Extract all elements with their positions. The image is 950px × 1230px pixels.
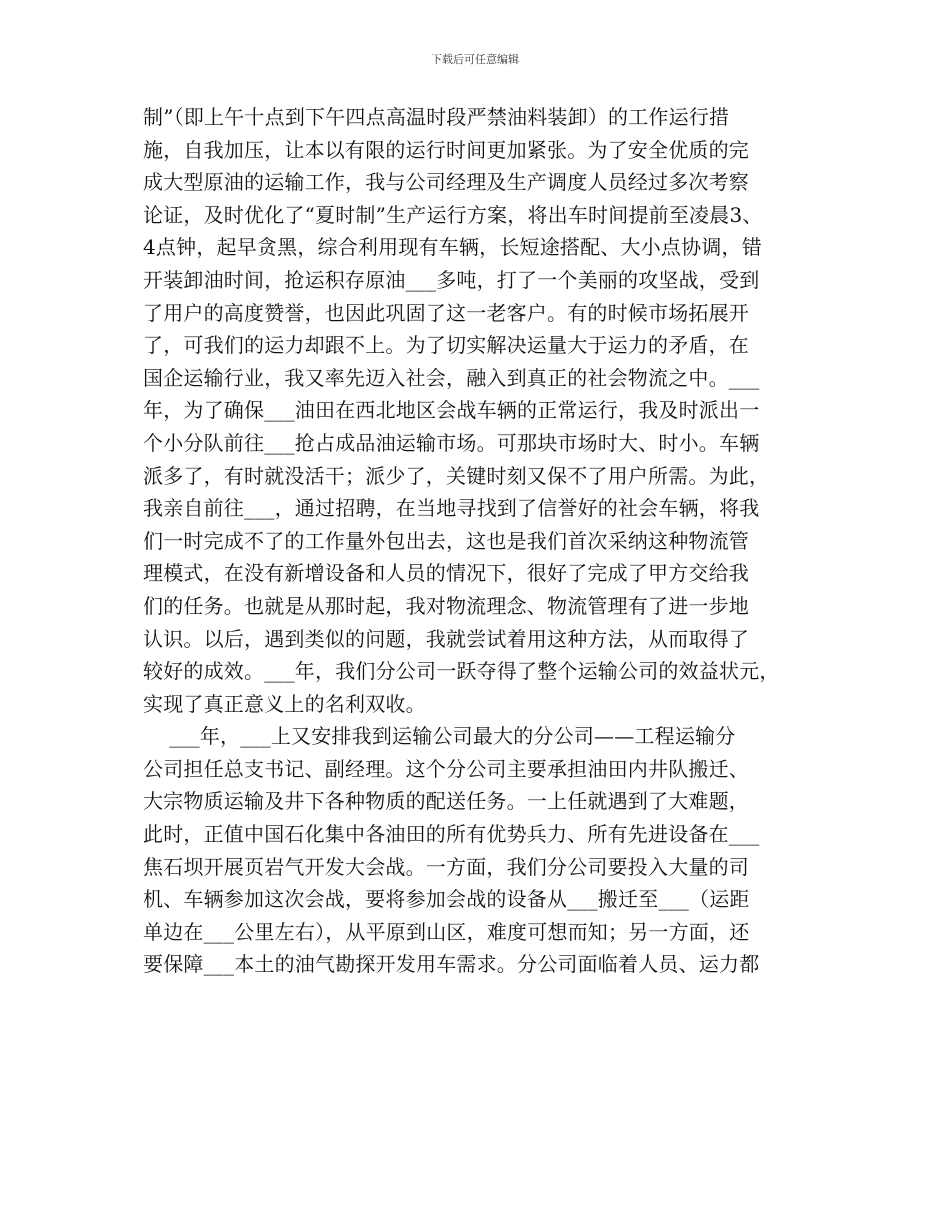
text-line: 们一时完成不了的工作量外包出去，这也是我们首次采纳这种物流管 (143, 528, 749, 553)
text-line: 制”（即上午十点到下午四点高温时段严禁油料装卸）的工作运行措 (143, 105, 730, 129)
text-line: 了用户的高度赞誉，也因此巩固了这一老客户。有的时候市场拓展开 (143, 300, 749, 325)
text-line: 开装卸油时间，抢运积存原油___多吨，打了一个美丽的攻坚战，受到 (143, 267, 760, 292)
text-line: 我亲自前往___，通过招聘，在当地寻找到了信誉好的社会车辆，将我 (143, 496, 760, 521)
text-line: 实现了真正意义上的名利双收。 (143, 691, 426, 716)
text-line: 年，为了确保___油田在西北地区会战车辆的正常运行，我及时派出一 (143, 398, 760, 423)
text-line: 们的任务。也就是从那时起，我对物流理念、物流管理有了进一步地 (143, 593, 749, 618)
document-body (143, 101, 823, 981)
text-line: 此时，正值中国石化集中各油田的所有优势兵力、所有先进设备在___ (143, 822, 760, 847)
text-line: 成大型原油的运输工作，我与公司经理及生产调度人员经过多次考察 (143, 170, 749, 195)
text-line: 公司担任总支书记、副经理。这个分公司主要承担油田内井队搬迁、 (143, 756, 749, 781)
text-line: 个小分队前往___抢占成品油运输市场。可那块市场时大、时小。车辆 (143, 430, 760, 455)
text-line: 大宗物质运输及井下各种物质的配送任务。一上任就遇到了大难题， (143, 789, 749, 814)
text-line: 国企运输行业，我又率先迈入社会，融入到真正的社会物流之中。___ (143, 365, 760, 390)
text-line: 较好的成效。___年，我们分公司一跃夺得了整个运输公司的效益状元， (143, 659, 780, 684)
page-header: 下载后可任意编辑 (431, 53, 519, 66)
text-line: 认识。以后，遇到类似的问题，我就尝试着用这种方法，从而取得了 (143, 626, 749, 651)
text-line: 理模式，在没有新增设备和人员的情况下，很好了完成了甲方交给我 (143, 561, 749, 586)
text-line: 要保障___本土的油气勘探开发用车需求。分公司面临着人员、运力都 (143, 952, 760, 977)
text-line: 施，自我加压，让本以有限的运行时间更加紧张。为了安全优质的完 (143, 137, 749, 162)
paragraph-start-line: ___年，___上又安排我到运输公司最大的分公司——工程运输分 (143, 724, 736, 749)
text-line: 了，可我们的运力却跟不上。为了切实解决运量大于运力的矛盾，在 (143, 333, 749, 358)
text-line: 派多了，有时就没活干；派少了，关键时刻又保不了用户所需。为此， (143, 463, 770, 488)
text-line: 论证，及时优化了“夏时制”生产运行方案，将出车时间提前至凌晨3、 (143, 202, 763, 227)
text-line: 单边在___公里左右），从平原到山区，难度可想而知；另一方面，还 (143, 919, 750, 944)
text-line: 焦石坝开展页岩气开发大会战。一方面，我们分公司要投入大量的司 (143, 854, 749, 879)
text-line: 4点钟，起早贪黑，综合利用现有车辆，长短途搭配、大小点协调，错 (143, 235, 762, 260)
text-line: 机、车辆参加这次会战，要将参加会战的设备从___搬迁至___（运距 (143, 887, 750, 912)
